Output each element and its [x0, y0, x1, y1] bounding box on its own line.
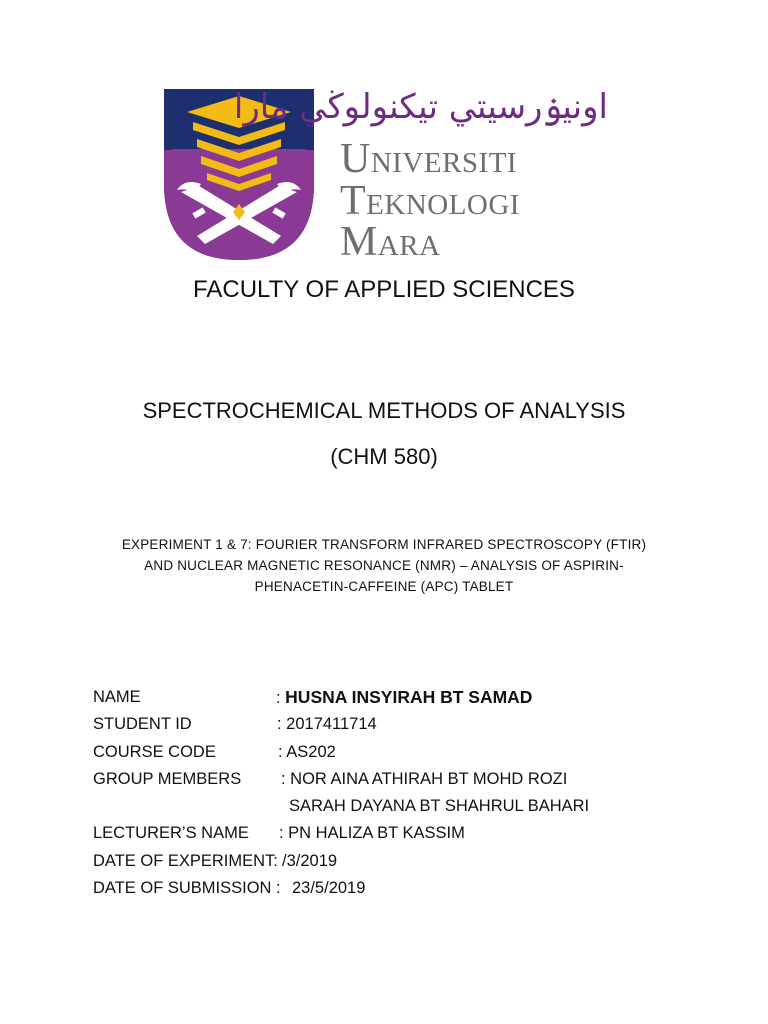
group-member-1: : NOR AINA ATHIRAH BT MOHD ROZI [281, 769, 568, 788]
wordmark-universiti [340, 138, 517, 180]
lecturer-value: : PN HALIZA BT KASSIM [279, 824, 465, 843]
experiment-title-line3: PHENACETIN-CAFFEINE (APC) TABLET [254, 579, 514, 594]
student-id-value: : 2017411714 [277, 715, 377, 734]
jawi-wordmark: اونيۏرسيتي تيكنولوڬي مارا [233, 87, 608, 127]
student-id-label: STUDENT ID [93, 715, 192, 734]
detail-row-course-code [93, 739, 713, 766]
experiment-title [0, 534, 768, 597]
detail-row-lecturer [93, 820, 713, 847]
wordmark-mara-text: Mara [340, 219, 441, 265]
wordmark-universiti-text: Universiti [340, 136, 518, 182]
detail-row-name [93, 684, 713, 711]
course-code: (CHM 580) [330, 444, 438, 469]
lecturer-label: LECTURER’S NAME [93, 824, 249, 843]
group-members-label: GROUP MEMBERS [93, 769, 242, 788]
faculty-title: FACULTY OF APPLIED SCIENCES [193, 276, 575, 303]
course-title: SPECTROCHEMICAL METHODS OF ANALYSIS [142, 398, 626, 423]
detail-row-date-experiment [93, 848, 713, 875]
experiment-title-line1: EXPERIMENT 1 & 7: FOURIER TRANSFORM INFRARED SPECTROSCOPY (FTIR) [121, 537, 647, 552]
course-code-value: : AS202 [278, 742, 336, 761]
date-experiment-value: /3/2019 [282, 851, 338, 870]
student-details [93, 684, 713, 902]
wordmark-teknologi-text: Teknologi [340, 178, 520, 224]
name-value-text: HUSNA INSYIRAH BT SAMAD [285, 687, 533, 707]
experiment-title-line2: AND NUCLEAR MAGNETIC RESONANCE (NMR) – ANALYSIS OF ASPIRIN- [144, 558, 624, 573]
university-wordmark [233, 84, 612, 265]
course-code-label: COURSE CODE [93, 742, 216, 761]
group-member-2: SARAH DAYANA BT SHAHRUL BAHARI [289, 797, 590, 816]
detail-row-group-members-2 [93, 793, 713, 820]
detail-row-student-id [93, 711, 713, 738]
name-value: : HUSNA INSYIRAH BT SAMAD [276, 687, 533, 707]
date-submission-label: DATE OF SUBMISSION : [93, 879, 281, 898]
detail-row-group-members [93, 766, 713, 793]
wordmark-mara [340, 221, 441, 263]
date-submission-value: 23/5/2019 [292, 879, 366, 898]
name-label: NAME [93, 688, 141, 706]
date-experiment-label: DATE OF EXPERIMENT: [93, 851, 278, 870]
detail-row-date-submission [93, 875, 713, 902]
wordmark-teknologi [340, 180, 520, 222]
